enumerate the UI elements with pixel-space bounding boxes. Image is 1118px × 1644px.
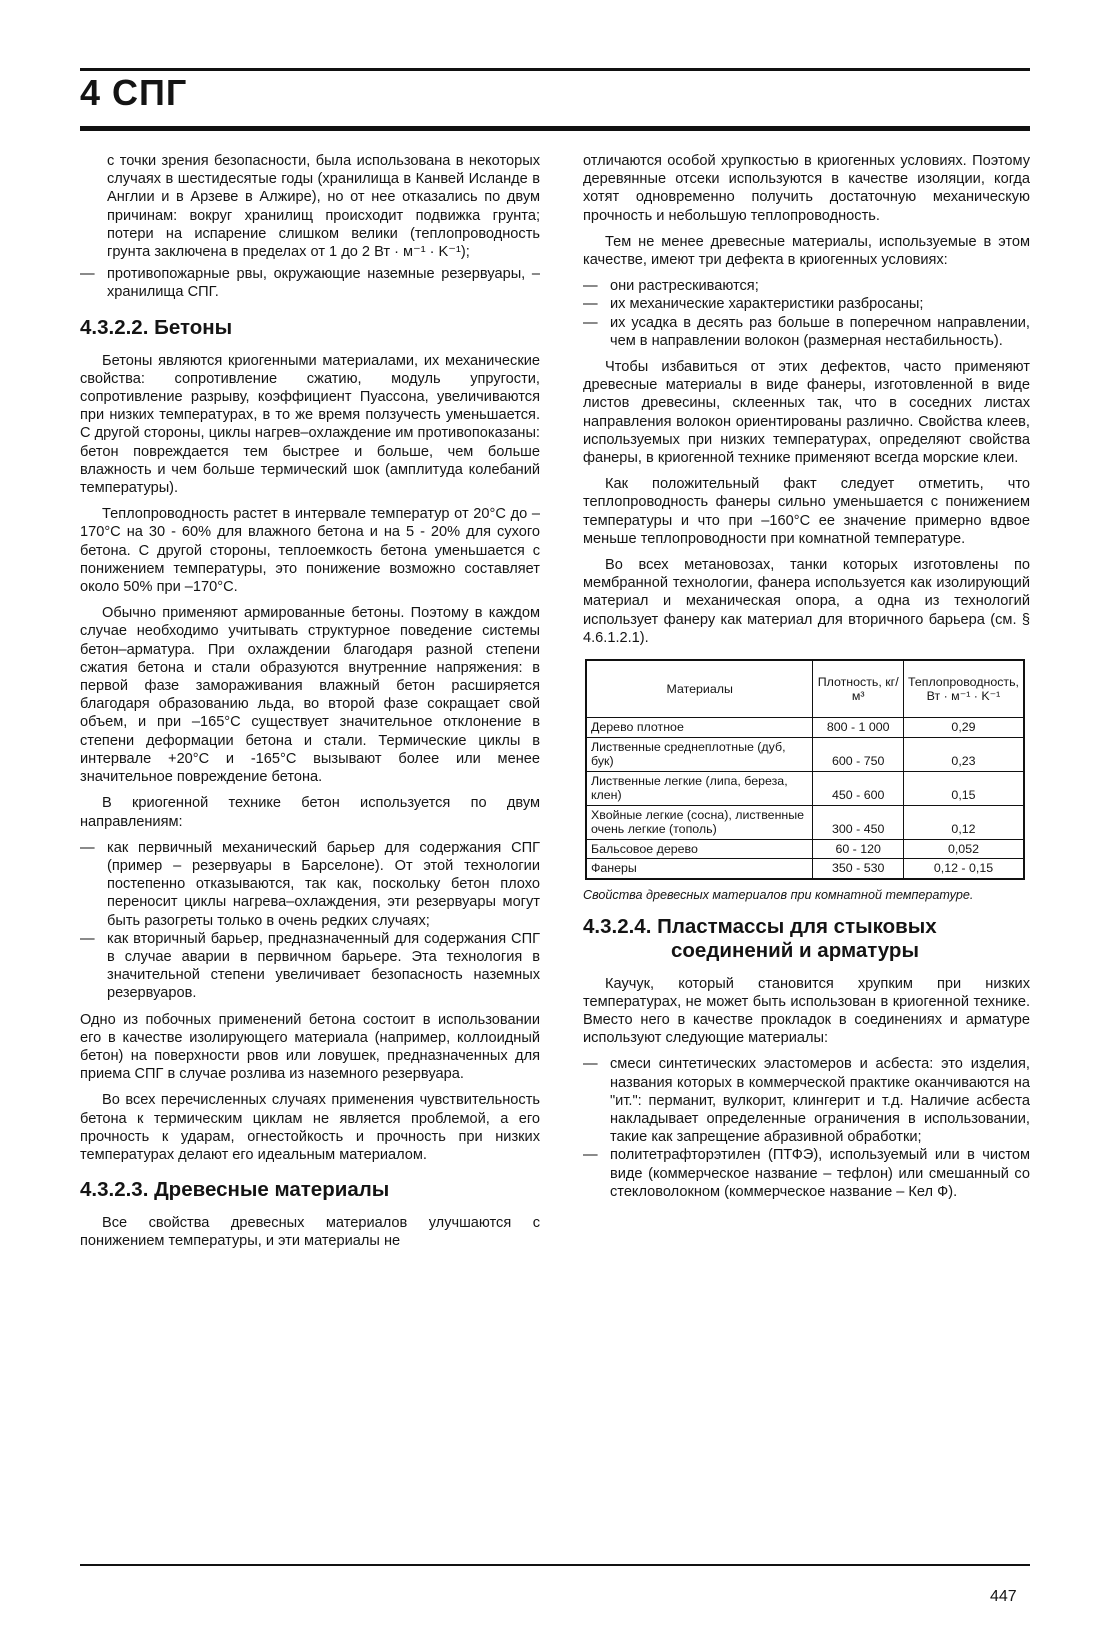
- paragraph: Как положительный факт следует отметить, что теплопроводность фанеры сильно уменьшается с понижением температуры и что при –160°C ее значение примерно вдвое меньше теплопроводности при комнатной температуре.: [583, 476, 1030, 547]
- density-cell: 300 - 450: [813, 805, 904, 839]
- conductivity-cell: 0,15: [903, 771, 1024, 805]
- left-column: [80, 152, 540, 1259]
- material-cell: Фанеры: [586, 859, 813, 879]
- paragraph: Одно из побочных применений бетона состоит в использовании его в качестве изолирующего материала (например, коллоидный бетон) на поверхности рвов или ловушек, предназначенных для приема СПГ в случае розлива из наземного резервуара.: [80, 1011, 540, 1083]
- chapter-title: 4 СПГ: [80, 72, 188, 113]
- material-cell: Лиственные легкие (липа, береза, клен): [586, 771, 813, 805]
- section-heading-plastics-line1: 4.3.2.4. Пластмассы для стыковых: [583, 914, 937, 938]
- density-cell: 600 - 750: [813, 737, 904, 771]
- table-row: [586, 718, 1024, 738]
- conductivity-cell: 0,23: [903, 737, 1024, 771]
- table-row: [586, 771, 1024, 805]
- list-item: — как первичный механический барьер для содержания СПГ (пример – резервуары в Барселоне). От этой технологии постепенно отказываются, так как, поскольку бетон плохо переносит циклы нагрева–охлаждения, эти резервуары могут быть разогреты только в очень редких случаях;: [80, 839, 540, 930]
- table-row: [586, 839, 1024, 859]
- section-heading-wood: 4.3.2.3. Древесные материалы: [80, 1178, 390, 1202]
- paragraph: Бетоны являются криогенными материалами, их механические свойства: сопротивление сжатию, модуль упругости, сопротивление разрыву, коэффициент Пуассона, увеличиваются при низких температурах, в то же время ползучесть уменьшается. С другой стороны, циклы нагрев–охлаждение им противопоказаны: бетон повреждается тем быстрее и больше, чем больше влажность и чем больше термический шок (амплитуда колебаний температуры).: [80, 352, 540, 497]
- conductivity-cell: 0,12: [903, 805, 1024, 839]
- paragraph: Во всех метановозах, танки которых изготовлены по мембранной технологии, фанера используется как изолирующий материал и механическая опора, а одна из технологий использует фанеру как материал для вторичного барьера (см. § 4.6.1.2.1).: [583, 557, 1030, 646]
- section-heading-concrete: 4.3.2.2. Бетоны: [80, 315, 233, 339]
- paragraph-continuation: с точки зрения безопасности, была использована в некоторых случаях в шестидесятые годы (хранилища в Канвей Исланде в Англии и в Арзеве в Алжире), но от нее отказались по двум причинам: вокруг хранилищ происходит подвижка грунта; потери на испарение слишком велики (теплопроводность грунта заключена в пределах от 1 до 2 Вт · м⁻¹ · K⁻¹);: [107, 153, 540, 261]
- density-cell: 350 - 530: [813, 859, 904, 879]
- list-item: — они растрескиваются;: [583, 277, 1030, 295]
- material-cell: Дерево плотное: [586, 718, 813, 738]
- table-header-row: [586, 660, 1024, 718]
- list-item: — политетрафторэтилен (ПТФЭ), используемый или в чистом виде (коммерческое название – тефлон) или смешанный со стекловолокном (коммерческое название – Кел Ф).: [583, 1146, 1030, 1201]
- table-row: [586, 737, 1024, 771]
- wood-properties-table: [585, 659, 1025, 880]
- density-cell: 450 - 600: [813, 771, 904, 805]
- paragraph: Теплопроводность растет в интервале температур от 20°C до –170°C на 30 - 60% для влажного бетона и на 5 - 20% для сухого бетона. С другой стороны, теплоемкость бетона уменьшается с понижением температуры, это понижение возможно составляет около 50% при –170°C.: [80, 506, 540, 596]
- paragraph: Каучук, который становится хрупким при низких температурах, не может быть использован в криогенной технике. Вместо него в качестве прокладок в соединениях и арматуре используют следующие материалы:: [583, 975, 1030, 1047]
- list-item: — их механические характеристики разбросаны;: [583, 295, 1030, 313]
- paragraph: Чтобы избавиться от этих дефектов, часто применяют древесные материалы в виде фанеры, изготовленной в виде листов древесины, склеенных так, что в соседних листах направления волокон ориентированы различно. Свойства клеев, используемых при низких температурах, определяют свойства фанеры, в криогенной технике применяют всегда морские клеи.: [583, 359, 1030, 467]
- dash-list: [583, 1055, 1030, 1201]
- right-column: [583, 152, 1030, 1209]
- dash-list: [80, 265, 540, 301]
- column-header-material: Материалы: [586, 660, 813, 718]
- paragraph: Во всех перечисленных случаях применения чувствительность бетона к термическим циклам не является проблемой, а его прочность к ударам, огнестойкость и прочность при низких температурах делают его идеальным материалом.: [80, 1092, 540, 1163]
- table-row: [586, 805, 1024, 839]
- conductivity-cell: 0,052: [903, 839, 1024, 859]
- material-cell: Хвойные легкие (сосна), лиственные очень легкие (тополь): [586, 805, 813, 839]
- material-cell: Бальсовое дерево: [586, 839, 813, 859]
- header-bottom-rule: [80, 126, 1030, 131]
- paragraph: В криогенной технике бетон используется по двум направлениям:: [80, 795, 540, 830]
- page-number: 447: [990, 1588, 1017, 1605]
- list-item: — противопожарные рвы, окружающие наземные резервуары, – хранилища СПГ.: [80, 265, 540, 301]
- dash-list: [80, 839, 540, 1003]
- paragraph: Тем не менее древесные материалы, используемые в этом качестве, имеют три дефекта в криогенных условиях:: [583, 233, 1030, 269]
- footer-rule: [80, 1564, 1030, 1566]
- column-header-density: Плотность, кг/м³: [813, 660, 904, 718]
- density-cell: 800 - 1 000: [813, 718, 904, 738]
- material-cell: Лиственные среднеплотные (дуб, бук): [586, 737, 813, 771]
- conductivity-cell: 0,12 - 0,15: [903, 859, 1024, 879]
- column-header-conductivity: Теплопроводность, Вт · м⁻¹ · K⁻¹: [903, 660, 1024, 718]
- section-heading-plastics: [583, 915, 1030, 963]
- table-row: [586, 859, 1024, 879]
- list-item: — как вторичный барьер, предназначенный для содержания СПГ в случае аварии в первичном барьере. Эта технология в значительной степени увеличивает безопасность наземных резервуаров.: [80, 930, 540, 1003]
- list-item: — их усадка в десять раз больше в поперечном направлении, чем в направлении волокон (размерная нестабильность).: [583, 314, 1030, 350]
- conductivity-cell: 0,29: [903, 718, 1024, 738]
- list-item: — смеси синтетических эластомеров и асбеста: это изделия, названия которых в коммерческой практике оканчиваются на "ит.": перманит, вулкорит, клингерит и т.д. Наличие асбеста накладывает определенные ограничения в использовании, такие как запрещение абразивной обработки;: [583, 1055, 1030, 1146]
- table-caption: Свойства древесных материалов при комнатной температуре.: [583, 887, 974, 902]
- density-cell: 60 - 120: [813, 839, 904, 859]
- section-heading-plastics-line2: соединений и арматуры: [671, 938, 919, 962]
- header-top-rule: [80, 68, 1030, 71]
- paragraph: Все свойства древесных материалов улучшаются с понижением температуры, и эти материалы не: [80, 1215, 540, 1250]
- dash-list: [583, 277, 1030, 350]
- paragraph-continuation: отличаются особой хрупкостью в криогенных условиях. Поэтому деревянные отсеки используются в качестве изоляции, когда хотят одновременно получить достаточную механическую прочность и небольшую теплопроводность.: [583, 153, 1030, 224]
- paragraph: Обычно применяют армированные бетоны. Поэтому в каждом случае необходимо учитывать структурное поведение системы бетон–арматура. При охлаждении благодаря разной степени сжатия бетона и стали образуются внутренние напряжения: в первой фазе замораживания влажный бетон расширяется благодаря образованию льда, во второй фазе сокращает свой объем, и при –165°C существует значительное отклонение в степени деформации бетона и стали. Термические циклы в интервале +20°C и -165°C вызывают более или менее значительное повреждение бетона.: [80, 605, 540, 786]
